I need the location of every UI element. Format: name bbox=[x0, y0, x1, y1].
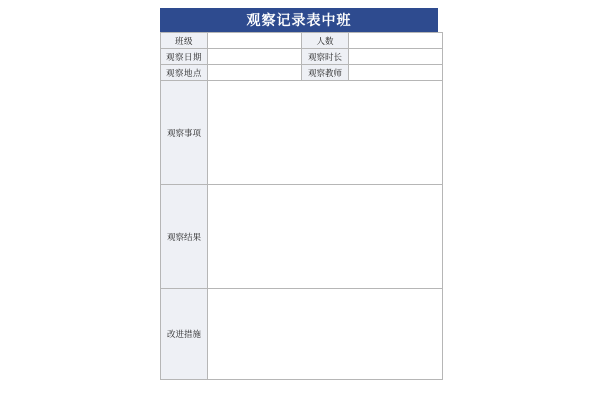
document-title-bar bbox=[160, 8, 438, 32]
page-title: 观察记录表中班 bbox=[246, 12, 352, 28]
observation-date-value[interactable] bbox=[208, 49, 302, 65]
table-row bbox=[161, 65, 443, 81]
class-label: 班级 bbox=[161, 33, 208, 49]
observation-result-label: 观察结果 bbox=[161, 185, 208, 289]
observation-matters-label: 观察事项 bbox=[161, 81, 208, 185]
observation-place-value[interactable] bbox=[208, 65, 302, 81]
observation-duration-label: 观察时长 bbox=[302, 49, 349, 65]
observation-result-value[interactable] bbox=[208, 185, 443, 289]
count-label: 人数 bbox=[302, 33, 349, 49]
table-row bbox=[161, 33, 443, 49]
observation-record-table bbox=[160, 32, 443, 380]
observation-place-label: 观察地点 bbox=[161, 65, 208, 81]
table-row bbox=[161, 185, 443, 289]
improvement-measures-label: 改进措施 bbox=[161, 289, 208, 380]
observation-matters-value[interactable] bbox=[208, 81, 443, 185]
count-value[interactable] bbox=[349, 33, 443, 49]
observation-duration-value[interactable] bbox=[349, 49, 443, 65]
table-row bbox=[161, 49, 443, 65]
table-row bbox=[161, 81, 443, 185]
observation-date-label: 观察日期 bbox=[161, 49, 208, 65]
table-row bbox=[161, 289, 443, 380]
improvement-measures-value[interactable] bbox=[208, 289, 443, 380]
document-sheet bbox=[160, 8, 438, 380]
observation-teacher-label: 观察教师 bbox=[302, 65, 349, 81]
class-value[interactable] bbox=[208, 33, 302, 49]
observation-teacher-value[interactable] bbox=[349, 65, 443, 81]
